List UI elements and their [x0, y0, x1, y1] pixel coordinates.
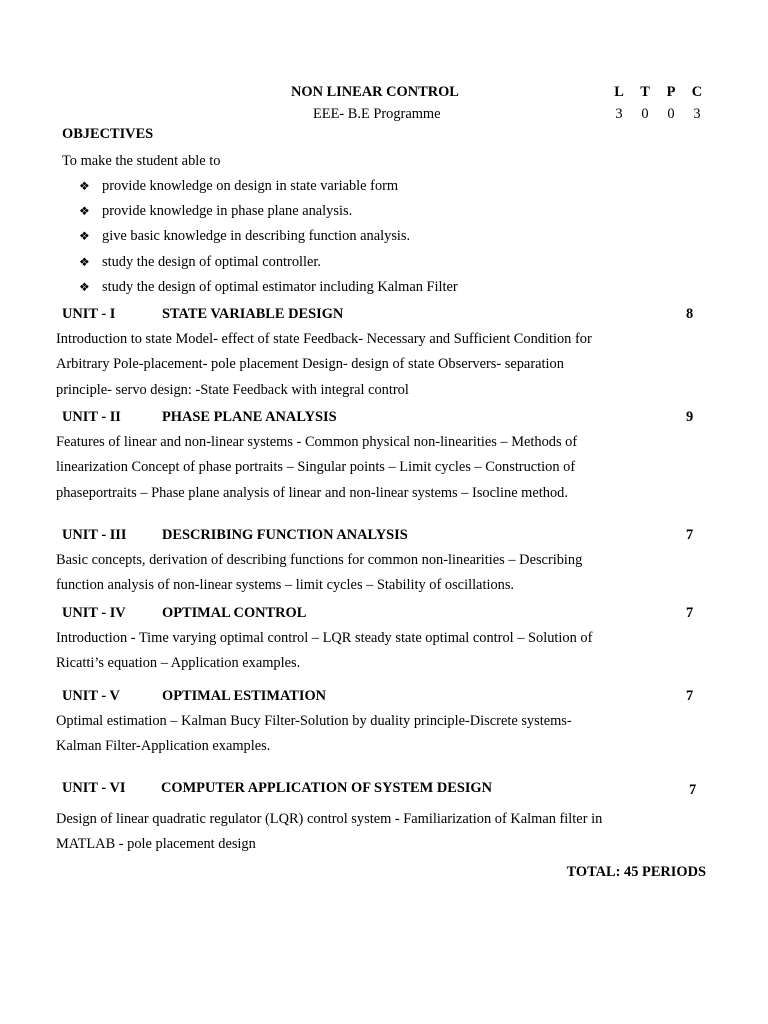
diamond-bullet-icon: ❖ — [79, 255, 90, 269]
diamond-bullet-icon: ❖ — [79, 204, 90, 218]
unit-title: PHASE PLANE ANALYSIS — [162, 409, 337, 425]
unit-hours: 8 — [686, 306, 694, 322]
unit-hours: 7 — [686, 688, 694, 704]
unit-number: UNIT - VI — [62, 780, 126, 796]
programme-label: EEE- B.E Programme — [313, 106, 441, 122]
ltpc-label-c: C — [691, 84, 703, 100]
unit-hours: 7 — [686, 527, 694, 543]
unit-title: DESCRIBING FUNCTION ANALYSIS — [162, 527, 408, 543]
unit-title: STATE VARIABLE DESIGN — [162, 306, 344, 322]
unit-number: UNIT - IV — [62, 605, 126, 621]
unit-body-line: function analysis of non-linear systems – limit cycles – Stability of oscillations. — [56, 577, 515, 593]
objectives-heading: OBJECTIVES — [62, 126, 154, 142]
unit-title: COMPUTER APPLICATION OF SYSTEM DESIGN — [161, 780, 493, 796]
objectives-intro: To make the student able to — [62, 153, 221, 169]
unit-number: UNIT - II — [62, 409, 121, 425]
unit-number: UNIT - V — [62, 688, 120, 704]
unit-body-line: Ricatti’s equation – Application examples. — [56, 655, 301, 671]
ltpc-value-t: 0 — [641, 106, 649, 122]
ltpc-label-l: L — [614, 84, 624, 100]
unit-title: OPTIMAL ESTIMATION — [162, 688, 327, 704]
ltpc-label-p: P — [666, 84, 676, 100]
unit-hours: 9 — [686, 409, 694, 425]
diamond-bullet-icon: ❖ — [79, 280, 90, 294]
unit-hours: 7 — [686, 605, 694, 621]
diamond-bullet-icon: ❖ — [79, 229, 90, 243]
unit-body-line: Introduction - Time varying optimal control – LQR steady state optimal control – Solution of — [56, 630, 593, 646]
objective-text: provide knowledge on design in state variable form — [102, 178, 399, 194]
unit-body-line: principle- servo design: -State Feedback with integral control — [56, 382, 409, 398]
unit-title: OPTIMAL CONTROL — [162, 605, 307, 621]
unit-number: UNIT - III — [62, 527, 127, 543]
ltpc-label-t: T — [640, 84, 650, 100]
ltpc-value-p: 0 — [667, 106, 675, 122]
unit-body-line: linearization Concept of phase portraits – Singular points – Limit cycles – Construction of — [56, 459, 576, 475]
unit-body-line: Optimal estimation – Kalman Bucy Filter-Solution by duality principle-Discrete systems- — [56, 713, 572, 729]
unit-body-line: Kalman Filter-Application examples. — [56, 738, 271, 754]
unit-body-line: phaseportraits – Phase plane analysis of linear and non-linear systems – Isocline method. — [56, 485, 568, 501]
unit-body-line: Introduction to state Model- effect of state Feedback- Necessary and Sufficient Condition for — [56, 331, 592, 347]
unit-body-line: Design of linear quadratic regulator (LQR) control system - Familiarization of Kalman filter in — [56, 811, 603, 827]
diamond-bullet-icon: ❖ — [79, 179, 90, 193]
unit-number: UNIT - I — [62, 306, 116, 322]
course-title: NON LINEAR CONTROL — [291, 84, 459, 100]
objective-text: give basic knowledge in describing function analysis. — [102, 228, 411, 244]
total-periods: TOTAL: 45 PERIODS — [566, 864, 706, 880]
unit-body-line: MATLAB - pole placement design — [56, 836, 256, 852]
ltpc-value-c: 3 — [693, 106, 701, 122]
objective-text: provide knowledge in phase plane analysis. — [102, 203, 353, 219]
objective-text: study the design of optimal estimator including Kalman Filter — [102, 279, 458, 295]
objective-text: study the design of optimal controller. — [102, 254, 322, 270]
unit-body-line: Basic concepts, derivation of describing functions for common non-linearities – Describing — [56, 552, 583, 568]
unit-body-line: Arbitrary Pole-placement- pole placement Design- design of state Observers- separation — [56, 356, 564, 372]
ltpc-value-l: 3 — [615, 106, 623, 122]
unit-body-line: Features of linear and non-linear systems - Common physical non-linearities – Methods of — [56, 434, 578, 450]
unit-hours: 7 — [689, 782, 697, 798]
